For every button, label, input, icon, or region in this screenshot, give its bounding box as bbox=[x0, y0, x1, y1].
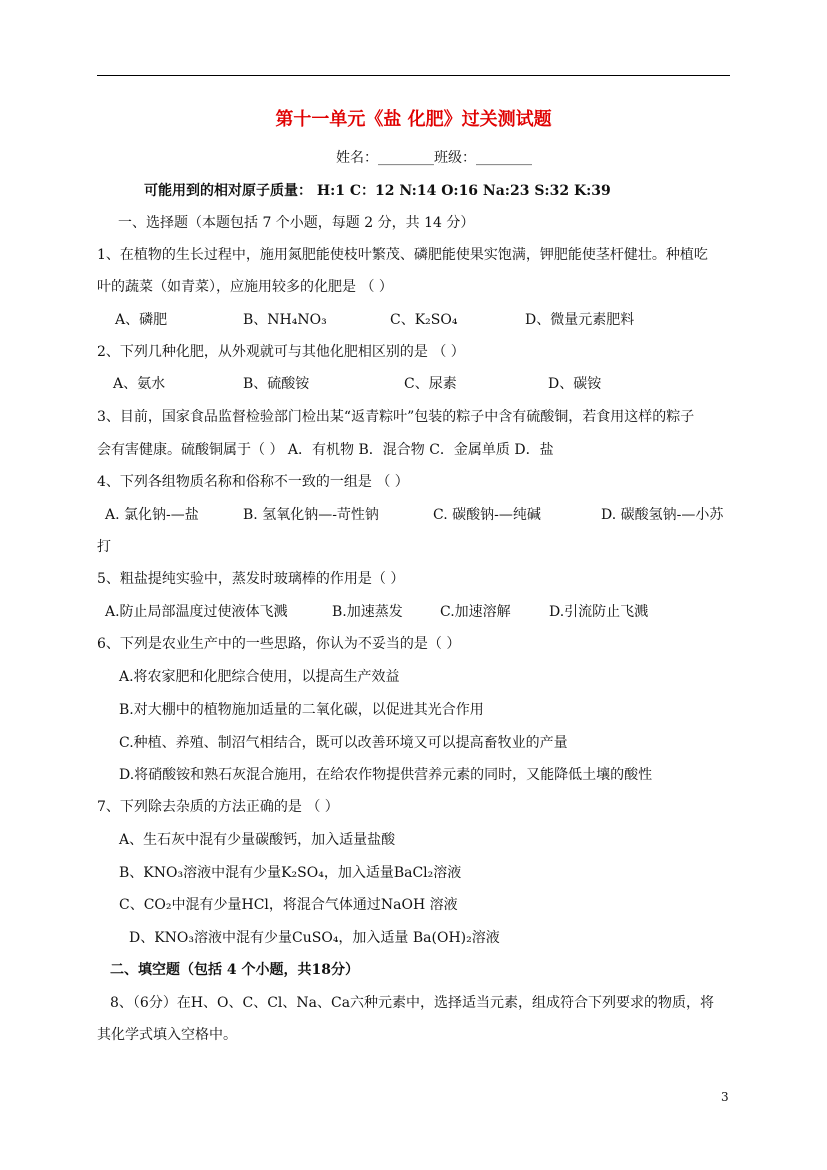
atomic-masses: 可能用到的相对原子质量： H:1 C：12 N:14 O:16 Na:23 S:32 K:39 bbox=[144, 183, 611, 199]
q5-option-c: C.加速溶解 bbox=[440, 604, 511, 620]
q4-option-a: A. 氯化钠-—盐 bbox=[105, 507, 199, 523]
q2-option-c: C、尿素 bbox=[404, 376, 457, 392]
q7-option-d: D、KNO₃溶液中混有少量CuSO₄，加入适量 Ba(OH)₂溶液 bbox=[129, 930, 500, 946]
section1-header: 一、选择题（本题包括 7 个小题，每题 2 分，共 14 分） bbox=[118, 215, 475, 231]
q4-wrap: 打 bbox=[97, 539, 111, 555]
q6-option-b: B.对大棚中的植物施加适量的二氧化碳，以促进其光合作用 bbox=[119, 702, 484, 718]
q5-option-b: B.加速蒸发 bbox=[332, 604, 403, 620]
q7-option-c: C、CO₂中混有少量HCl，将混合气体通过NaOH 溶液 bbox=[119, 897, 458, 913]
q1-option-d: D、微量元素肥料 bbox=[525, 312, 635, 328]
q3-line2: 会有害健康。硫酸铜属于（ ） A．有机物 B．混合物 C．金属单质 D．盐 bbox=[97, 442, 554, 458]
q1-line2: 叶的蔬菜（如青菜），应施用较多的化肥是 （ ） bbox=[97, 279, 393, 295]
q6-option-c: C.种植、养殖、制沼气相结合，既可以改善环境又可以提高畜牧业的产量 bbox=[119, 735, 568, 751]
q7-option-b: B、KNO₃溶液中混有少量K₂SO₄，加入适量BaCl₂溶液 bbox=[119, 865, 462, 881]
q1-option-b: B、NH₄NO₃ bbox=[243, 312, 327, 328]
q5-option-d: D.引流防止飞溅 bbox=[549, 604, 649, 620]
q4-stem: 4、下列各组物质名称和俗称不一致的一组是 （ ） bbox=[97, 474, 409, 490]
student-info: 姓名：________班级：________ bbox=[336, 150, 532, 166]
q1-option-a: A、磷肥 bbox=[115, 312, 168, 328]
q6-option-d: D.将硝酸铵和熟石灰混合施用，在给农作物提供营养元素的同时，又能降低土壤的酸性 bbox=[119, 767, 653, 783]
q5-option-a: A.防止局部温度过使液体飞溅 bbox=[105, 604, 288, 620]
page-title: 第十一单元《盐 化肥》过关测试题 bbox=[275, 109, 552, 130]
q1-line1: 1、在植物的生长过程中，施用氮肥能使枝叶繁茂、磷肥能使果实饱满，钾肥能使茎杆健壮。种植吃 bbox=[97, 247, 708, 263]
q8-line1: 8、（6分）在H、O、C、Cl、Na、Ca六种元素中，选择适当元素，组成符合下列要求的物质，将 bbox=[110, 995, 715, 1011]
header-rule bbox=[97, 75, 730, 76]
q4-option-b: B. 氢氧化钠—-苛性钠 bbox=[243, 507, 379, 523]
q6-stem: 6、下列是农业生产中的一些思路，你认为不妥当的是（ ） bbox=[97, 636, 461, 652]
q3-line1: 3、目前，国家食品监督检验部门检出某“返青粽叶”包装的粽子中含有硫酸铜，若食用这样的粽子 bbox=[97, 409, 695, 425]
q2-option-b: B、硫酸铵 bbox=[243, 376, 310, 392]
q4-option-d: D. 碳酸氢钠-—小苏 bbox=[601, 507, 724, 523]
q2-option-a: A、氨水 bbox=[113, 376, 166, 392]
page-number: 3 bbox=[721, 1090, 729, 1104]
section2-header: 二、填空题（包括 4 个小题，共18分） bbox=[110, 962, 359, 978]
q7-stem: 7、下列除去杂质的方法正确的是 （ ） bbox=[97, 799, 339, 815]
q6-option-a: A.将农家肥和化肥综合使用，以提高生产效益 bbox=[119, 669, 400, 685]
q4-option-c: C. 碳酸钠-—纯碱 bbox=[433, 507, 541, 523]
q2-stem: 2、下列几种化肥，从外观就可与其他化肥相区别的是 （ ） bbox=[97, 344, 465, 360]
q5-stem: 5、粗盐提纯实验中，蒸发时玻璃棒的作用是（ ） bbox=[97, 571, 405, 587]
q2-option-d: D、碳铵 bbox=[548, 376, 602, 392]
q1-option-c: C、K₂SO₄ bbox=[390, 312, 458, 328]
q8-line2: 其化学式填入空格中。 bbox=[97, 1027, 237, 1043]
q7-option-a: A、生石灰中混有少量碳酸钙，加入适量盐酸 bbox=[119, 832, 396, 848]
